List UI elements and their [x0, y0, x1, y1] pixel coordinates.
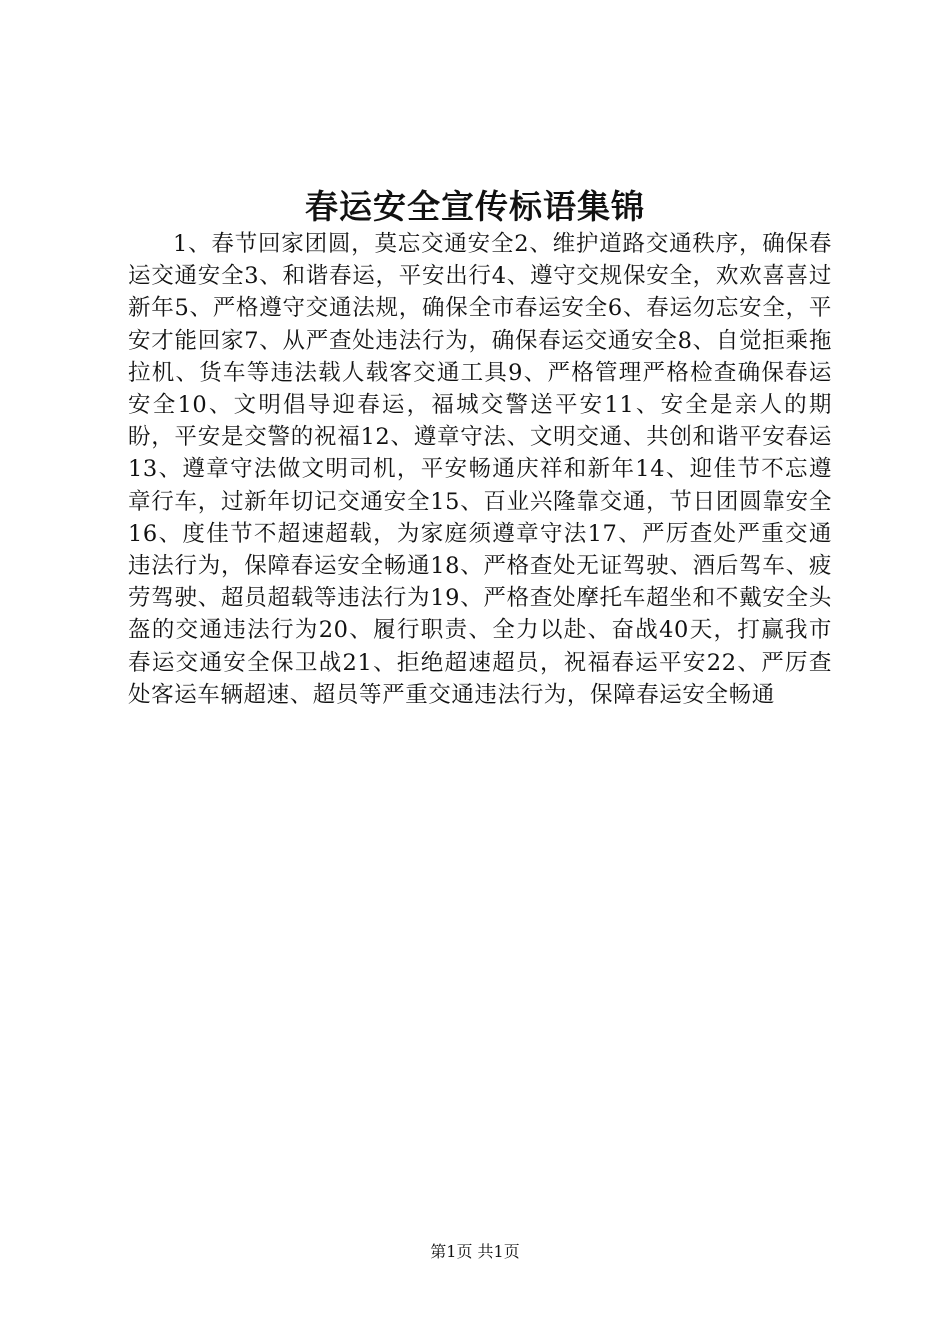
document-body: 1、春节回家团圆，莫忘交通安全2、维护道路交通秩序，确保春运交通安全3、和谐春运，平安出行4、遵守交规保安全，欢欢喜喜过新年5、严格遵守交通法规，确保全市春运安全6、春运勿忘安全，平安才能回家7、从严查处违法行为，确保春运交通安全8、自觉拒乘拖拉机、货车等违法载人载客交通工具9、严格管理严格检查确保春运安全10、文明倡导迎春运，福城交警送平安11、安全是亲人的期盼，平安是交警的祝福12、遵章守法、文明交通、共创和谐平安春运13、遵章守法做文明司机，平安畅通庆祥和新年14、迎佳节不忘遵章行车，过新年切记交通安全15、百业兴隆靠交通，节日团圆靠安全16、度佳节不超速超载，为家庭须遵章守法17、严厉查处严重交通违法行为，保障春运安全畅通18、严格查处无证驾驶、酒后驾车、疲劳驾驶、超员超载等违法行为19、严格查处摩托车超坐和不戴安全头盔的交通违法行为20、履行职责、全力以赴、奋战40天，打赢我市春运交通安全保卫战21、拒绝超速超员，祝福春运平安22、严厉查处客运车辆超速、超员等严重交通违法行为，保障春运安全畅通: [128, 231, 832, 708]
page-number: 第1页 共1页: [430, 1242, 520, 1261]
document-title: 春运安全宣传标语集锦: [305, 187, 645, 226]
